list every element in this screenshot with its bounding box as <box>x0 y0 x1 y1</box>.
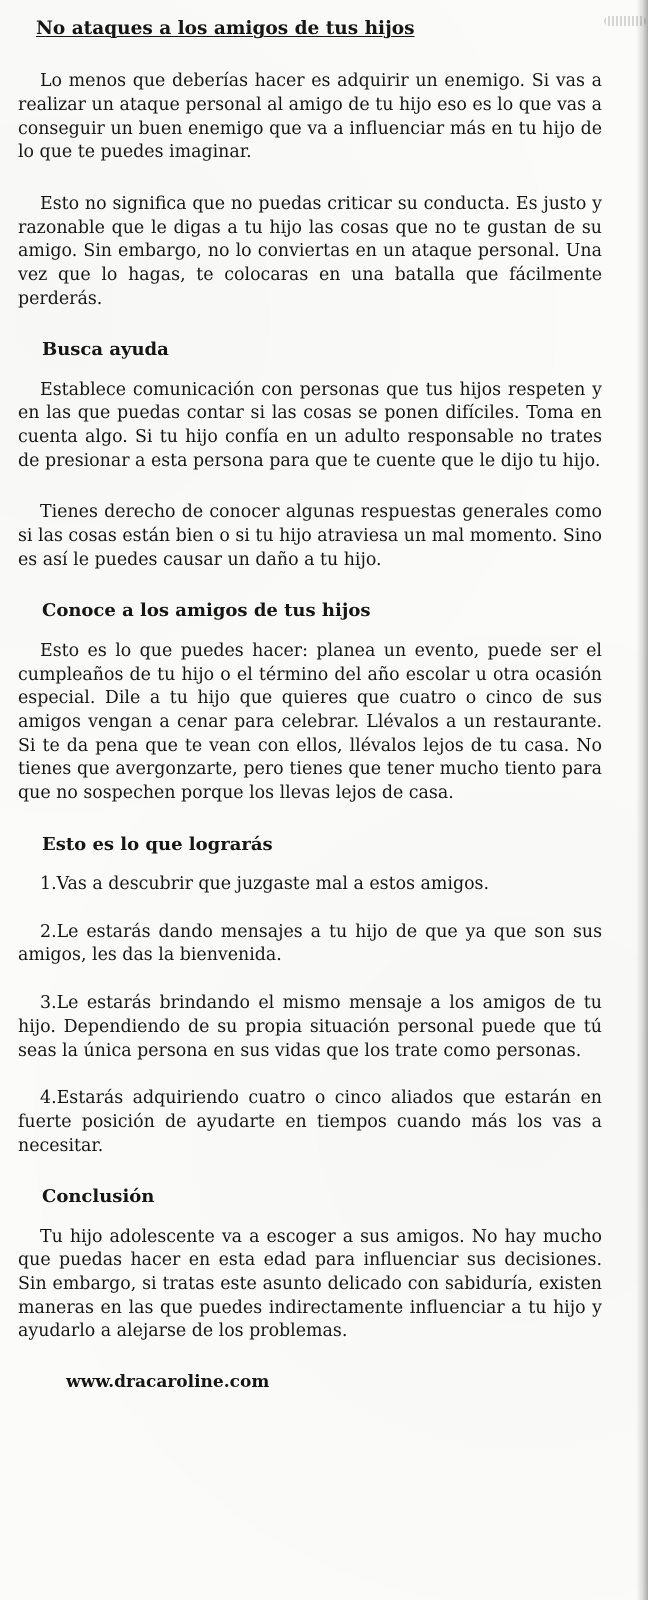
article-column <box>18 18 602 1392</box>
conoce-amigos-section <box>18 600 602 805</box>
lograras-item-4: 4.Estarás adquiriendo cuatro o cinco aliados que estarán en fuerte posición de ayudarte en tiempos cuando más los vas a necesitar. <box>18 1088 602 1156</box>
paper-edge-mark <box>604 16 646 26</box>
lograras-section <box>18 834 602 1159</box>
paper-edge-shadow <box>636 0 648 1600</box>
lograras-item-3: 3.Le estarás brindando el mismo mensaje a los amigos de tu hijo. Dependiendo de su propia situación personal puede que tú seas la única persona en sus vidas que los trate como personas. <box>18 993 602 1061</box>
conoce-amigos-paragraph: Esto es lo que puedes hacer: planea un evento, puede ser el cumpleaños de tu hijo o el término del año escolar u otra ocasión especial. Dile a tu hijo que quieres que cuatro o cinco de sus amigos vengan a cenar para celebrar. Llévalos a un restaurante. Si te da pena que te vean con ellos, llévalos lejos de tu casa. No tienes que avergonzarte, pero tienes que tener mucho tiento para que no sospechen porque los llevas lejos de casa. <box>18 640 602 803</box>
lograras-item-2: 2.Le estarás dando mensajes a tu hijo de que ya que son sus amigos, les das la bienvenida. <box>18 921 602 966</box>
conclusion-heading: Conclusión <box>42 1186 155 1208</box>
website-url: www.dracaroline.com <box>66 1372 270 1393</box>
conclusion-section <box>18 1186 602 1344</box>
conoce-amigos-heading: Conoce a los amigos de tus hijos <box>42 600 371 622</box>
conclusion-paragraph: Tu hijo adolescente va a escoger a sus amigos. No hay mucho que puedas hacer en esta edad para influenciar sus decisiones. Sin embargo, si tratas este asunto delicado con sabiduría, existen maneras en las que puedes indirectamente influenciar a tu hijo y ayudarlo a alejarse de los problemas. <box>18 1226 602 1342</box>
lograras-heading: Esto es lo que lograrás <box>42 833 273 855</box>
intro-paragraph-1: Lo menos que deberías hacer es adquirir un enemigo. Si vas a realizar un ataque personal al amigo de tu hijo eso es lo que vas a conseguir un buen enemigo que va a influenciar más en tu hijo de lo que te puedes imaginar. <box>18 71 602 163</box>
intro-section <box>18 70 602 311</box>
busca-ayuda-section <box>18 339 602 572</box>
busca-ayuda-heading: Busca ayuda <box>42 339 169 361</box>
busca-ayuda-paragraph-1: Establece comunicación con personas que tus hijos respeten y en las que puedas contar si las cosas se ponen difíciles. Toma en cuenta algo. Si tu hijo confía en un adulto responsable no trates de presionar a esta persona para que te cuente que le dijo tu hijo. <box>18 379 602 471</box>
lograras-item-1: 1.Vas a descubrir que juzgaste mal a estos amigos. <box>40 874 489 895</box>
article-title: No ataques a los amigos de tus hijos <box>36 18 415 39</box>
intro-paragraph-2: Esto no significa que no puedas criticar su conducta. Es justo y razonable que le digas a tu hijo las cosas que no te gustan de su amigo. Sin embargo, no lo conviertas en un ataque personal. Una vez que lo hagas, te colocaras en una batalla que fácilmente perderás. <box>18 193 602 309</box>
busca-ayuda-paragraph-2: Tienes derecho de conocer algunas respuestas generales como si las cosas están bien o si tu hijo atraviesa un mal momento. Sino es así le puedes causar un daño a tu hijo. <box>18 502 602 570</box>
